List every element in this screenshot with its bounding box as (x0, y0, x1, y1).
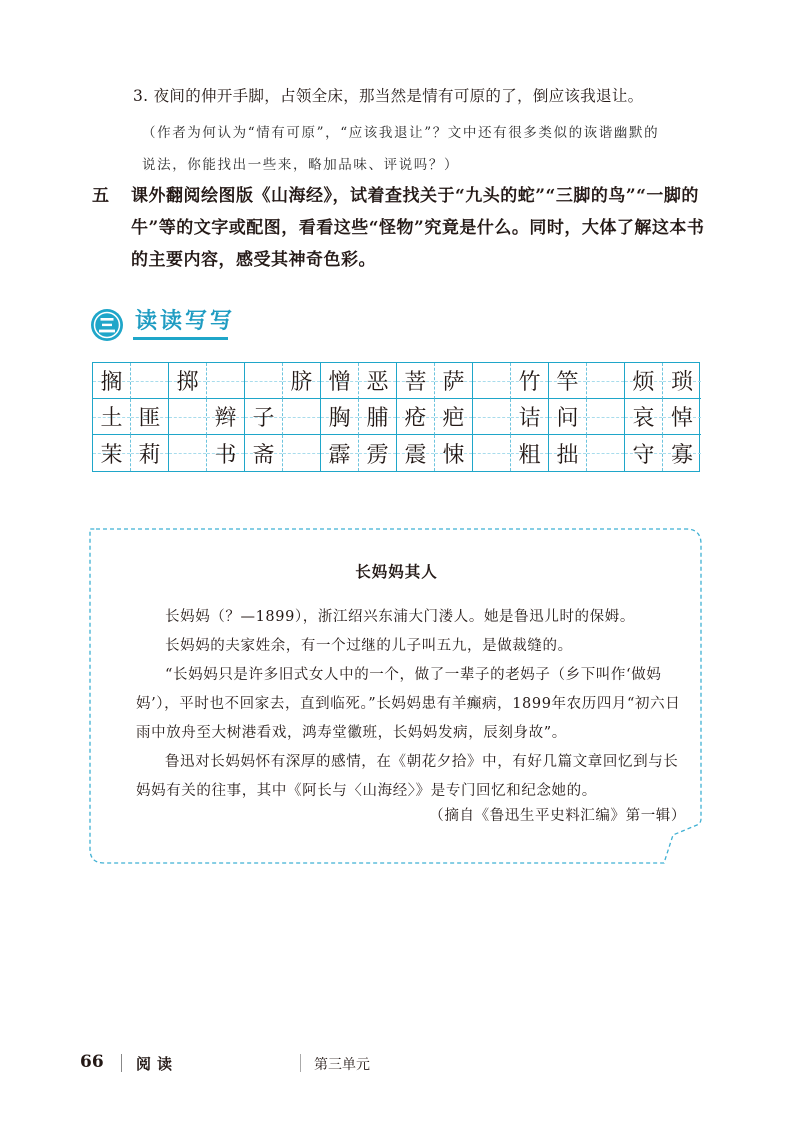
grid-cell (511, 435, 549, 471)
note-paragraph: 长妈妈的夫家姓余，有一个过继的儿子叫五九，是做裁缝的。 (165, 638, 573, 654)
grid-cell (283, 399, 321, 435)
grid-character: 雳 (366, 442, 389, 468)
note-paragraph: “长妈妈只是许多旧式女人中的一个，做了一辈子的老妈子（乡下叫作‘做妈妈’），平时也不回家去，直到临死。”长妈妈患有羊癫病，1899年农历四月“初六日雨中放舟至大树港看戏，鸿寿堂徽班，长妈妈发病，辰刻身故”。 (136, 667, 681, 741)
grid-cell (587, 399, 625, 435)
grid-character: 土 (100, 406, 123, 431)
grid-character: 竹 (518, 370, 541, 395)
grid-cell (169, 399, 207, 435)
grid-cell (131, 363, 169, 399)
grid-character: 问 (556, 406, 579, 431)
question-3-note-line2: 说法，你能找出一些来，略加品味、评说吗？） (142, 157, 460, 173)
grid-cell (93, 435, 131, 471)
grid-character: 菩 (404, 370, 427, 395)
task-5-text: 课外翻阅绘图版《山海经》，试着查找关于“九头的蛇”“三脚的鸟”“一脚的牛”等的文字或配图，看看这些“怪物”究竟是什么。同时，大体了解这本书的主要内容，感受其神奇色彩。 (131, 186, 705, 270)
grid-cell (397, 363, 435, 399)
grid-character: 守 (632, 442, 655, 468)
grid-cell (549, 435, 587, 471)
grid-character: 茉 (100, 442, 123, 468)
grid-character: 书 (214, 442, 237, 468)
task-5-number: 五 (92, 186, 109, 206)
grid-cell (435, 399, 473, 435)
grid-cell (663, 363, 701, 399)
grid-cell (207, 435, 245, 471)
grid-character: 辫 (214, 406, 237, 431)
grid-cell (663, 399, 701, 435)
grid-character: 掷 (176, 370, 199, 395)
footer-unit: 第三单元 (314, 1057, 370, 1073)
grid-cell (131, 399, 169, 435)
grid-character: 震 (404, 442, 427, 468)
grid-cell (207, 399, 245, 435)
grid-cell (511, 363, 549, 399)
grid-cell (93, 363, 131, 399)
grid-cell (321, 435, 359, 471)
grid-cell (169, 363, 207, 399)
question-3-note (142, 117, 722, 181)
grid-character: 哀 (632, 406, 655, 431)
grid-character: 烦 (632, 370, 655, 395)
grid-cell (435, 435, 473, 471)
note-title: 长妈妈其人 (355, 562, 438, 581)
grid-cell (359, 435, 397, 471)
note-paragraph: 鲁迅对长妈妈怀有深厚的感情，在《朝花夕拾》中，有好几篇文章回忆到与长妈妈有关的往事，其中《阿长与〈山海经〉》是专门回忆和纪念她的。 (136, 754, 679, 799)
section-title-underline (133, 337, 228, 340)
note-paragraph: 长妈妈（？—1899），浙江绍兴东浦大门溇人。她是鲁迅儿时的保姆。 (165, 609, 635, 625)
footer-divider (121, 1054, 122, 1072)
grid-cell (245, 363, 283, 399)
grid-cell (663, 435, 701, 471)
grid-character: 子 (252, 406, 275, 431)
grid-character: 脐 (290, 370, 313, 395)
grid-character: 搁 (100, 370, 123, 395)
grid-cell (473, 435, 511, 471)
grid-character: 霹 (328, 442, 351, 468)
grid-character: 恶 (366, 370, 389, 395)
grid-cell (283, 435, 321, 471)
grid-cell (359, 399, 397, 435)
grid-cell (473, 363, 511, 399)
grid-character: 琐 (670, 370, 693, 395)
grid-character: 竿 (556, 370, 579, 395)
grid-cell (397, 435, 435, 471)
note-body (136, 603, 684, 806)
grid-character: 脯 (366, 406, 389, 431)
three-circle-icon (91, 309, 123, 341)
question-3-text: 3. 夜间的伸开手脚，占领全床，那当然是情有可原的了，倒应该我退让。 (133, 87, 644, 105)
grid-character: 拙 (556, 442, 579, 468)
grid-cell (397, 399, 435, 435)
grid-character: 寡 (670, 442, 693, 468)
grid-character: 莉 (138, 442, 161, 468)
grid-cell (283, 363, 321, 399)
grid-character: 疮 (404, 406, 427, 431)
word-grid-cells (93, 363, 701, 471)
grid-character: 萨 (442, 370, 465, 395)
section-title: 读读写写 (135, 309, 236, 334)
grid-cell (587, 435, 625, 471)
grid-cell (549, 399, 587, 435)
grid-character: 斋 (252, 442, 275, 468)
grid-cell (321, 363, 359, 399)
grid-cell (131, 435, 169, 471)
grid-cell (587, 363, 625, 399)
note-source: （摘自《鲁迅生平史料汇编》第一辑） (429, 808, 686, 824)
footer-book-section: 阅读 (136, 1055, 179, 1073)
grid-cell (169, 435, 207, 471)
grid-cell (245, 435, 283, 471)
grid-cell (473, 399, 511, 435)
grid-cell (93, 399, 131, 435)
grid-character: 匪 (138, 406, 161, 431)
grid-character: 悚 (442, 442, 465, 468)
grid-character: 诘 (518, 406, 541, 431)
grid-character: 悼 (670, 406, 693, 431)
grid-cell (435, 363, 473, 399)
grid-character: 疤 (442, 406, 465, 431)
grid-cell (625, 435, 663, 471)
grid-character: 胸 (328, 406, 351, 431)
grid-cell (511, 399, 549, 435)
grid-cell (245, 399, 283, 435)
grid-cell (207, 363, 245, 399)
question-3-note-line1: （作者为何认为“情有可原”，“应该我退让”？文中还有很多类似的诙谐幽默的 (142, 125, 660, 141)
grid-cell (359, 363, 397, 399)
grid-cell (321, 399, 359, 435)
grid-character: 憎 (328, 370, 351, 395)
footer-divider (300, 1054, 301, 1072)
page-number: 66 (80, 1052, 104, 1072)
grid-character: 粗 (518, 442, 541, 468)
grid-cell (549, 363, 587, 399)
word-grid (92, 362, 700, 472)
grid-cell (625, 363, 663, 399)
grid-cell (625, 399, 663, 435)
